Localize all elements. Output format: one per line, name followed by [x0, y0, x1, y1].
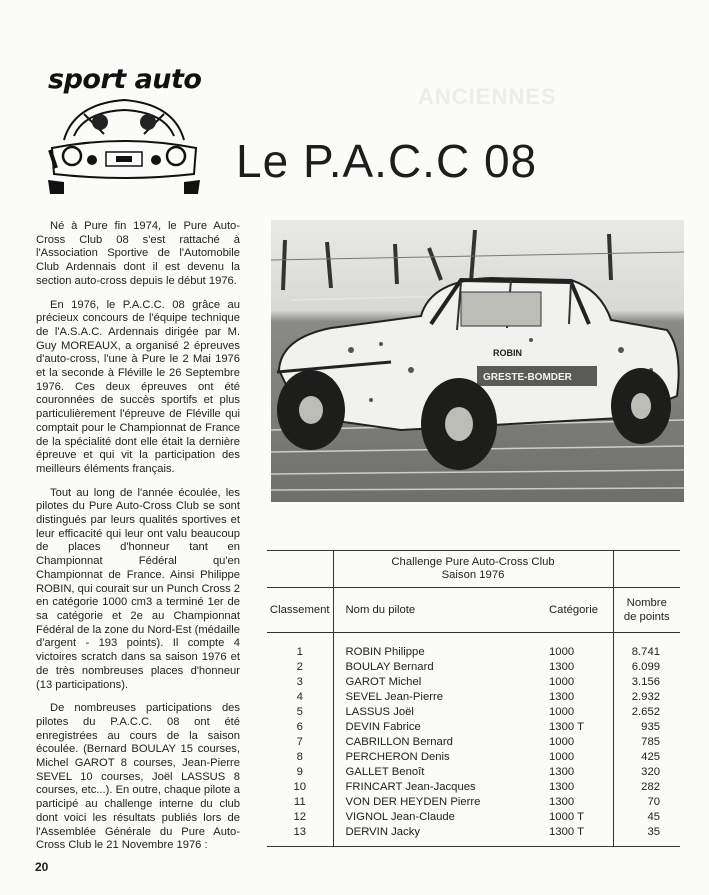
- table-row: [267, 780, 680, 795]
- category-cell: 1300: [541, 765, 613, 780]
- points-cell: 2.932: [631, 691, 661, 703]
- challenge-table: [267, 550, 680, 847]
- category-cell: 1000: [541, 735, 613, 750]
- car-sponsor-text: GRESTE-BOMDER: [483, 372, 572, 383]
- name-cell: SEVEL Jean-Pierre: [345, 691, 444, 703]
- header-category: Catégorie: [541, 588, 613, 633]
- header-points: [613, 588, 680, 633]
- caption-spacer: [267, 551, 333, 588]
- article-title: Le P.A.C.C 08: [236, 135, 538, 187]
- auto-cross-buggy-photo: [271, 220, 684, 502]
- rank-cell: 13: [267, 825, 333, 840]
- rank-cell: 1: [267, 633, 333, 661]
- category-cell: 1300: [541, 780, 613, 795]
- table-row: [267, 705, 680, 720]
- name-cell: LASSUS Joël: [345, 706, 414, 718]
- table-row: [267, 720, 680, 735]
- name-cell: DEVIN Fabrice: [345, 721, 421, 733]
- table-row: [267, 795, 680, 810]
- car-sketch-icon: [44, 90, 204, 194]
- table-row: [267, 825, 680, 840]
- name-cell: PERCHERON Denis: [345, 751, 450, 763]
- table-row: [267, 765, 680, 780]
- table-row: [267, 660, 680, 675]
- logo-text: sport auto: [48, 64, 202, 95]
- name-cell: GAROT Michel: [345, 676, 422, 688]
- points-cell: 45: [647, 811, 661, 823]
- category-cell: 1000 T: [541, 810, 613, 825]
- rank-cell: 4: [267, 690, 333, 705]
- name-cell: VON DER HEYDEN Pierre: [345, 796, 481, 808]
- points-cell: 70: [647, 796, 661, 808]
- rank-cell: 5: [267, 705, 333, 720]
- rank-cell: 12: [267, 810, 333, 825]
- sport-auto-logo: [44, 64, 209, 194]
- name-cell: CABRILLON Bernard: [345, 736, 453, 748]
- points-cell: 3.156: [631, 676, 661, 688]
- paragraph: En 1976, le P.A.C.C. 08 grâce au précieux concours de l'équipe technique de l'A.S.A.C. Ardennais dirigée par M. Guy MOREAUX, a organisé 2 épreuves d'auto-cross, l'une à Pure le 2 Mai 1976 et la seconde à Fléville le 26 Septembre 1976. Ces deux épreuves ont été couronnées de succès sportifs et plus particulièrement l'épreuve de Fléville qui comptait pour le Championnat de France de la spécialité dont elle était la dernière épreuve et qui vit la participation des meilleurs éléments français.: [36, 298, 240, 475]
- name-cell: GALLET Benoît: [345, 766, 425, 778]
- name-cell: ROBIN Philippe: [345, 646, 425, 658]
- category-cell: 1300: [541, 795, 613, 810]
- category-cell: 1300 T: [541, 825, 613, 840]
- table-row: [267, 735, 680, 750]
- category-cell: 1000: [541, 633, 613, 661]
- rank-cell: 9: [267, 765, 333, 780]
- category-cell: 1300 T: [541, 720, 613, 735]
- rank-cell: 8: [267, 750, 333, 765]
- points-cell: 282: [641, 781, 661, 793]
- table-caption: [333, 551, 613, 588]
- caption-line1: Challenge Pure Auto-Cross Club: [391, 556, 555, 568]
- caption-spacer: [613, 551, 680, 588]
- paragraph: Tout au long de l'année écoulée, les pilotes du Pure Auto-Cross Club se sont distingués par leurs qualités sportives et leur efficacité qui leur ont valu beaucoup de places d'honneur tant en Championnat Fédéral qu'en Championnat de France. Ainsi Philippe ROBIN, qui courait sur un Punch Cross 2 en catégorie 1000 cm3 a terminé 1er de sa catégorie et 2e au Championnat Fédéral de la zone du Nord-Est (médaille d'argent - 193 points). Il compte 4 victoires scratch dans sa saison 1976 et de très nombreuses places d'honneur (13 participations).: [36, 486, 240, 691]
- category-cell: 1000: [541, 675, 613, 690]
- table-row: [267, 675, 680, 690]
- bleed-through-shadow: ANCIENNES: [418, 84, 557, 109]
- article-body: [36, 220, 240, 863]
- points-cell: 8.741: [631, 646, 661, 658]
- points-cell: 2.652: [631, 706, 661, 718]
- car-driver-text: ROBIN: [493, 348, 522, 358]
- rank-cell: 7: [267, 735, 333, 750]
- category-cell: 1300: [541, 660, 613, 675]
- rank-cell: 10: [267, 780, 333, 795]
- table-row: [267, 750, 680, 765]
- header-rank: Classement: [267, 588, 333, 633]
- header-points-line1: Nombre: [626, 597, 667, 609]
- name-cell: DERVIN Jacky: [345, 826, 420, 838]
- rank-cell: 6: [267, 720, 333, 735]
- caption-line2: Saison 1976: [441, 569, 505, 581]
- points-cell: 35: [647, 826, 661, 838]
- name-cell: BOULAY Bernard: [345, 661, 434, 673]
- rank-cell: 2: [267, 660, 333, 675]
- name-cell: FRINCART Jean-Jacques: [345, 781, 476, 793]
- page-number: 20: [35, 860, 49, 874]
- category-cell: 1000: [541, 750, 613, 765]
- points-cell: 935: [641, 721, 661, 733]
- points-cell: 6.099: [631, 661, 661, 673]
- paragraph: De nombreuses participations des pilotes du P.A.C.C. 08 ont été enregistrées au cours de la saison écoulée. (Bernard BOULAY 15 courses, Michel GAROT 8 courses, Jean-Pierre SEVEL 10 courses, Joël LASSUS 8 courses, etc...). En outre, chaque pilote a participé au challenge interne du club dont voici les résultats publiés lors de l'Assemblée Générale du Pure Auto-Cross Club le 21 Novembre 1976 :: [36, 702, 240, 852]
- category-cell: 1000: [541, 705, 613, 720]
- header-points-line2: de points: [623, 611, 670, 623]
- table-row: [267, 690, 680, 705]
- table-row: [267, 633, 680, 661]
- points-cell: 425: [641, 751, 661, 763]
- paragraph: Né à Pure fin 1974, le Pure Auto-Cross Club 08 s'est rattaché à l'Association Sportive de l'Automobile Club Ardennais dont il est devenu la section auto-cross depuis le début 1976.: [36, 220, 240, 287]
- rank-cell: 11: [267, 795, 333, 810]
- results-table: [267, 550, 680, 844]
- points-cell: 320: [641, 766, 661, 778]
- category-cell: 1300: [541, 690, 613, 705]
- rank-cell: 3: [267, 675, 333, 690]
- header-name: Nom du pilote: [333, 588, 541, 633]
- points-cell: 785: [641, 736, 661, 748]
- name-cell: VIGNOL Jean-Claude: [345, 811, 455, 823]
- table-row: [267, 810, 680, 825]
